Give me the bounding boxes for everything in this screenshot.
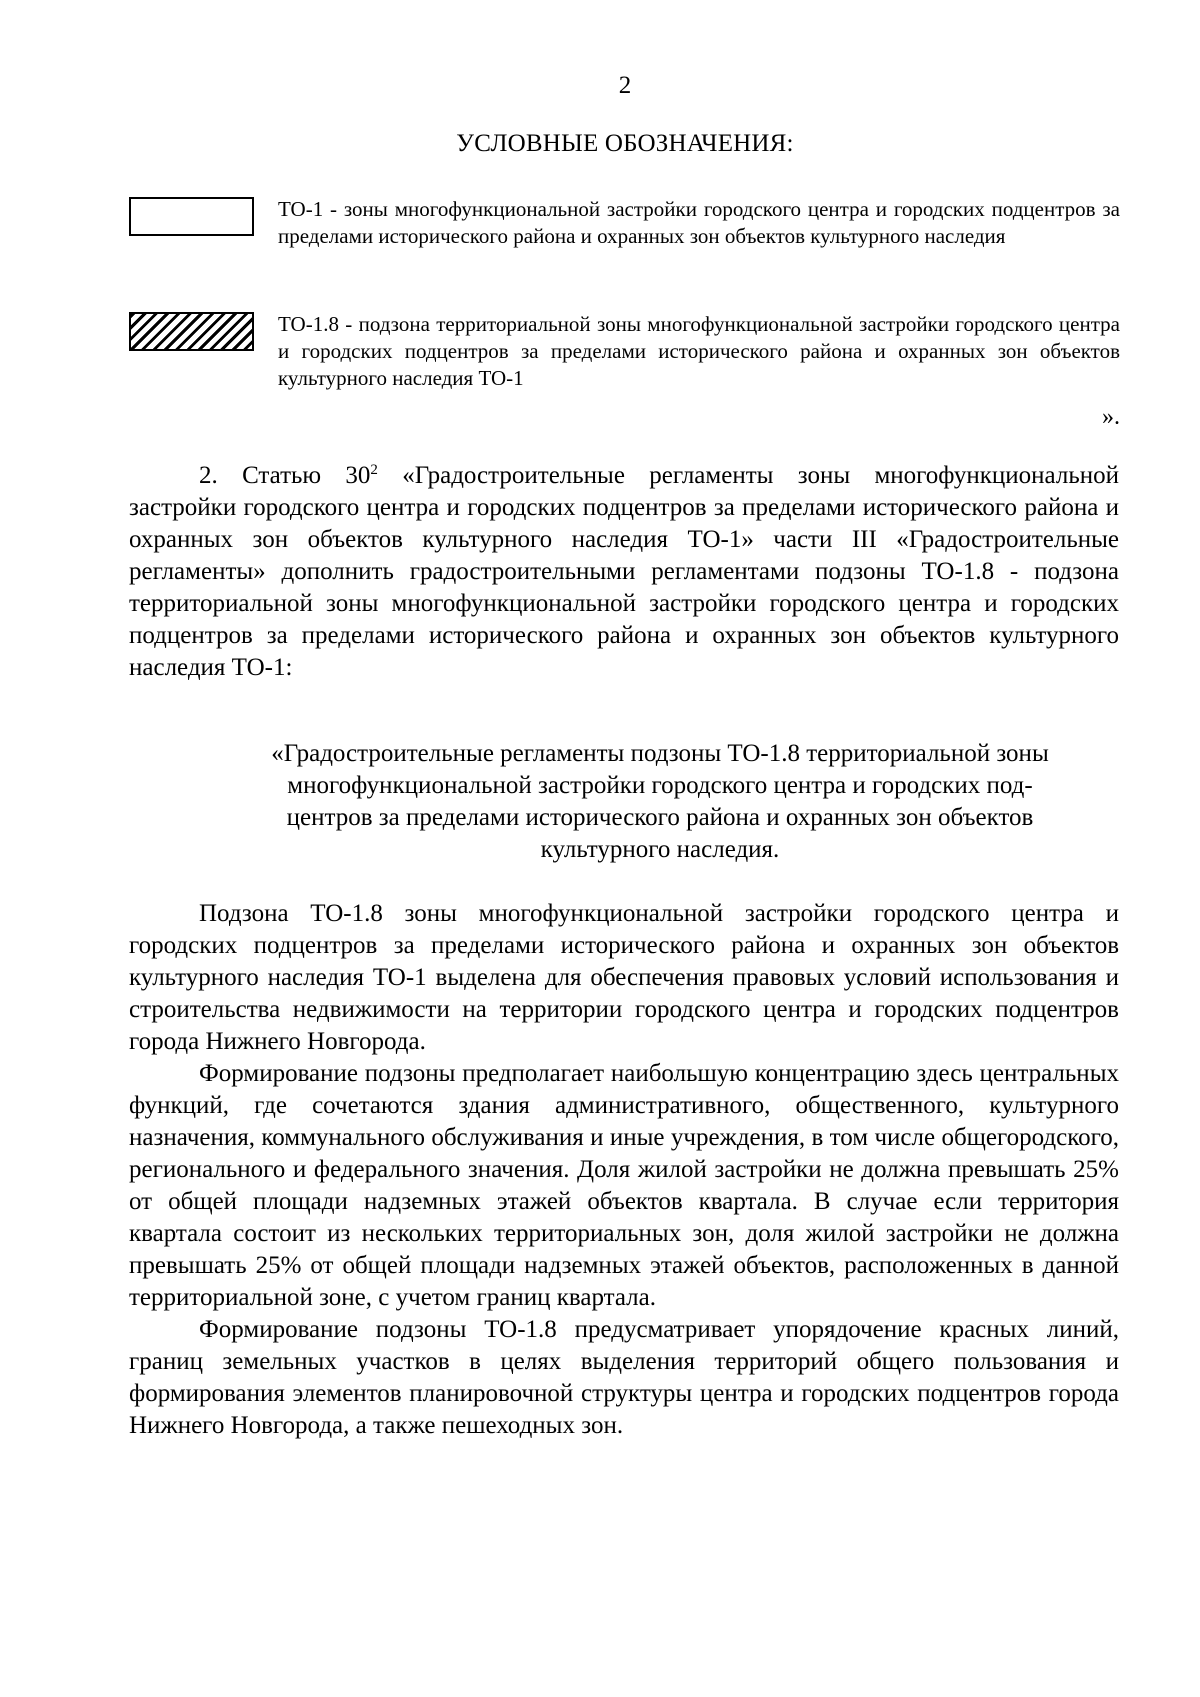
page-number: 2 (618, 72, 632, 99)
legend-item-to1: ТО-1 - зоны многофункциональной застройки городского центра и городских подцентров за пределами исторического района и охранных зон объектов культурного наследия (278, 197, 1120, 248)
section-2-superscript: 2 (370, 462, 378, 478)
regulation-heading-line: многофункциональной застройки городского центра и городских под- (287, 772, 1033, 799)
section-2-text: «Градостроительные регламенты зоны многофункциональной застройки городского центра и городских подцентров за пределами исторического района и охранных зон объектов культурного наследия ТО-1» части III «Градостроительные регламенты» дополнить градостроительными регламентами подзоны ТО-1.8 - подзона территориальной зоны многофункциональной застройки городского центра и городских подцентров за пределами исторического района и охранных зон объектов культурного наследия ТО-1: (129, 462, 1119, 681)
regulation-heading (200, 738, 1120, 866)
legend-item-to18: ТО-1.8 - подзона территориальной зоны многофункциональной застройки городского центра и городских подцентров за пределами исторического района и охранных зон объектов культурного наследия ТО-1 (278, 312, 1120, 390)
body-text (129, 898, 1119, 1442)
section-2-lead: 2. Статью 30 (199, 462, 371, 489)
legend-swatch-hatched (129, 312, 254, 351)
regulation-heading-line: культурного наследия. (540, 836, 780, 863)
body-paragraph-3: Формирование подзоны ТО-1.8 предусматривает упорядочение красных линий, границ земельных участков в целях выделения территорий общего пользования и формирования элементов планировочной структуры центра и городских подцентров города Нижнего Новгорода, а также пешеходных зон. (129, 1316, 1119, 1439)
legend-closing-quote: ». (1102, 404, 1120, 430)
regulation-heading-line: «Градостроительные регламенты подзоны ТО-1.8 территориальной зоны (271, 740, 1049, 767)
legend-title: УСЛОВНЫЕ ОБОЗНАЧЕНИЯ: (456, 130, 794, 157)
body-paragraph-1: Подзона ТО-1.8 зоны многофункциональной застройки городского центра и городских подцентров за пределами исторического района и охранных зон объектов культурного наследия ТО-1 выделена для обеспечения правовых условий использования и строительства недвижимости на территории городского центра и городских подцентров города Нижнего Новгорода. (129, 900, 1119, 1055)
regulation-heading-line: центров за пределами исторического района и охранных зон объектов (286, 804, 1034, 831)
legend-swatch-empty (129, 197, 254, 236)
section-2-paragraph (129, 460, 1119, 684)
body-paragraph-2: Формирование подзоны предполагает наибольшую концентрацию здесь центральных функций, где сочетаются здания административного, общественного, культурного назначения, коммунального обслуживания и иные учреждения, в том числе общегородского, регионального и федерального значения. Доля жилой застройки не должна превышать 25% от общей площади надземных этажей объектов квартала. В случае если территория квартала состоит из нескольких территориальных зон, доля жилой застройки не должна превышать 25% от общей площади надземных этажей объектов, расположенных в данной территориальной зоне, с учетом границ квартала. (129, 1060, 1119, 1311)
